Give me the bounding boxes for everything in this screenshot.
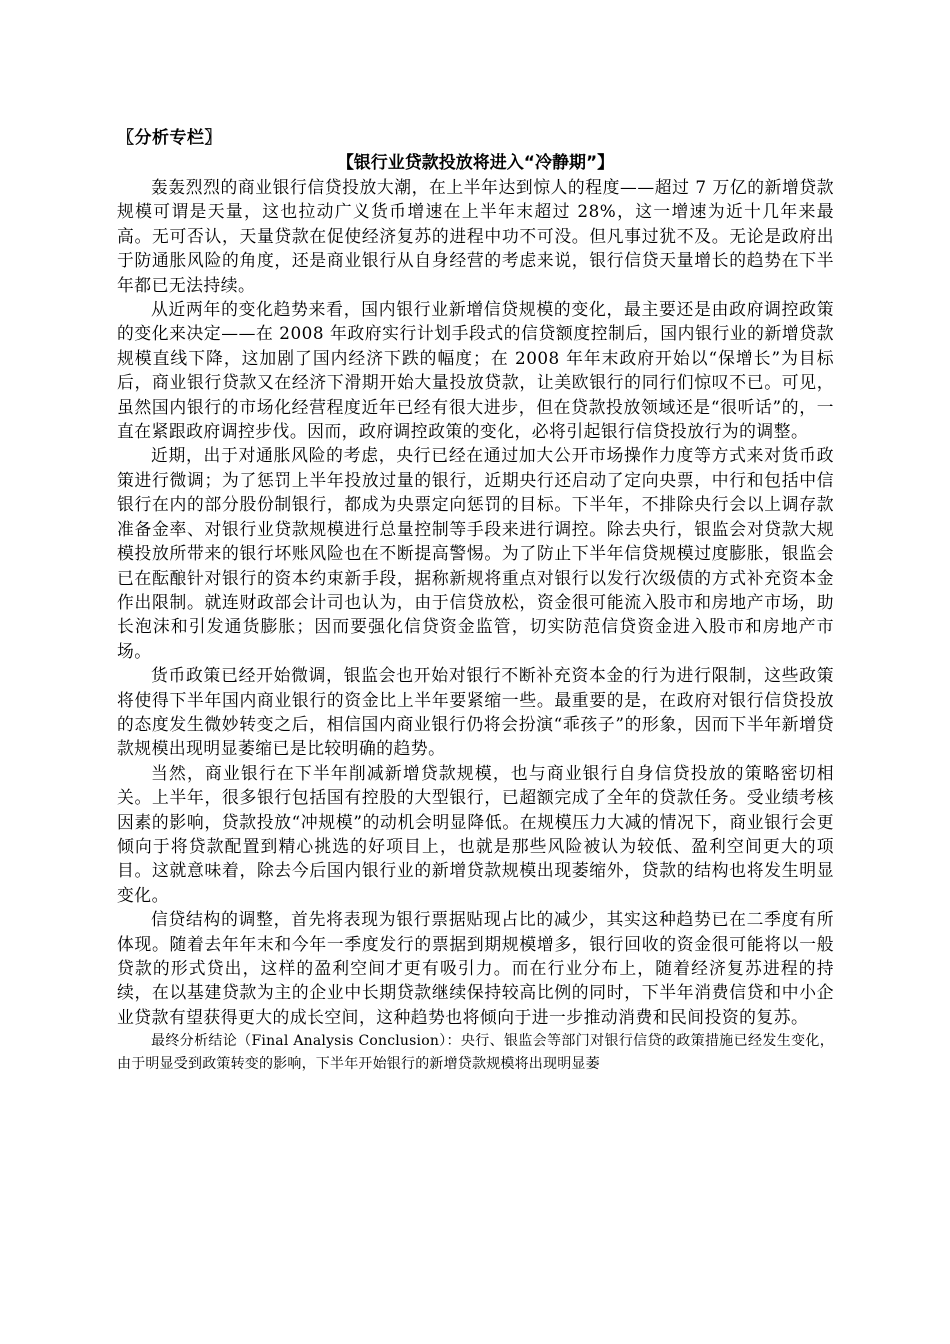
paragraph: 货币政策已经开始微调，银监会也开始对银行不断补充资本金的行为进行限制，这些政策将使得下半年国内商业银行的资金比上半年要紧缩一些。最重要的是，在政府对银行信贷投放的态度发生微妙转变之后，相信国内商业银行仍将会扮演“乖孩子”的形象，因而下半年新增贷款规模出现明显萎缩已是比较明确的趋势。 <box>117 665 834 759</box>
article-body <box>117 175 834 1076</box>
paragraph: 从近两年的变化趋势来看，国内银行业新增信贷规模的变化，最主要还是由政府调控政策的变化来决定——在 2008 年政府实行计划手段式的信贷额度控制后，国内银行业的新增贷款规模直线下降，这加剧了国内经济下跌的幅度；在 2008 年年末政府开始以“保增长”为目标后，商业银行贷款又在经济下滑期开始大量投放贷款，让美欧银行的同行们惊叹不已。可见，虽然国内银行的市场化经营程度近年已经有很大进步，但在贷款投放领域还是“很听话”的，一直在紧跟政府调控步伐。因而，政府调控政策的变化，必将引起银行信贷投放行为的调整。 <box>117 299 834 442</box>
conclusion-text: 央行、银监会等部门对银行信贷的政策措施已经发生变化，由于明显受到政策转变的影响，下半年开始银行的新增贷款规模将出现明显萎 <box>117 1033 834 1073</box>
paragraph: 轰轰烈烈的商业银行信贷投放大潮，在上半年达到惊人的程度——超过 7 万亿的新增贷款规模可谓是天量，这也拉动广义货币增速在上半年末超过 28%，这一增速为近十几年来最高。无可否认，天量贷款在促使经济复苏的进程中功不可没。但凡事过犹不及。无论是政府出于防通胀风险的角度，还是商业银行从自身经营的考虑来说，银行信贷天量增长的趋势在下半年都已无法持续。 <box>117 177 834 295</box>
paragraph: 近期，出于对通胀风险的考虑，央行已经在通过加大公开市场操作力度等方式来对货币政策进行微调；为了惩罚上半年投放过量的银行，近期央行还启动了定向央票，中行和包括中信银行在内的部分股份制银行，都成为央票定向惩罚的目标。下半年，不排除央行会以上调存款准备金率、对银行业贷款规模进行总量控制等手段来进行调控。除去央行，银监会对贷款大规模投放所带来的银行坏账风险也在不断提高警惕。为了防止下半年信贷规模过度膨胀，银监会已在酝酿针对银行的资本约束新手段，据称新规将重点对银行以发行次级债的方式补充资本金作出限制。就连财政部会计司也认为，由于信贷放松，资金很可能流入股市和房地产市场，助长泡沫和引发通货膨胀；因而要强化信贷资金监管，切实防范信贷资金进入股市和房地产市场。 <box>117 445 834 661</box>
conclusion-paragraph <box>117 1030 834 1076</box>
paragraph: 当然，商业银行在下半年削减新增贷款规模，也与商业银行自身信贷投放的策略密切相关。上半年，很多银行包括国有控股的大型银行，已超额完成了全年的贷款任务。受业绩考核因素的影响，贷款投放“冲规模”的动机会明显降低。在规模压力大减的情况下，商业银行会更倾向于将贷款配置到精心挑选的好项目上，也就是那些风险被认为较低、盈利空间更大的项目。这就意味着，除去今后国内银行业的新增贷款规模出现萎缩外，贷款的结构也将发生明显变化。 <box>117 762 834 905</box>
conclusion-lead: 最终分析结论（Final Analysis Conclusion）： <box>151 1033 461 1050</box>
article-title: 【银行业贷款投放将进入“冷静期”】 <box>336 153 615 173</box>
paragraph: 信贷结构的调整，首先将表现为银行票据贴现占比的减少，其实这种趋势已在二季度有所体现。随着去年年末和今年一季度发行的票据到期规模增多，银行回收的资金很可能将以一般贷款的形式贷出，这样的盈利空间才更有吸引力。而在行业分布上，随着经济复苏进程的持续，在以基建贷款为主的企业中长期贷款继续保持较高比例的同时，下半年消费信贷和中小企业贷款有望获得更大的成长空间，这种趋势也将倾向于进一步推动消费和民间投资的复苏。 <box>117 909 834 1027</box>
column-label: 〖分析专栏〗 <box>117 128 222 148</box>
